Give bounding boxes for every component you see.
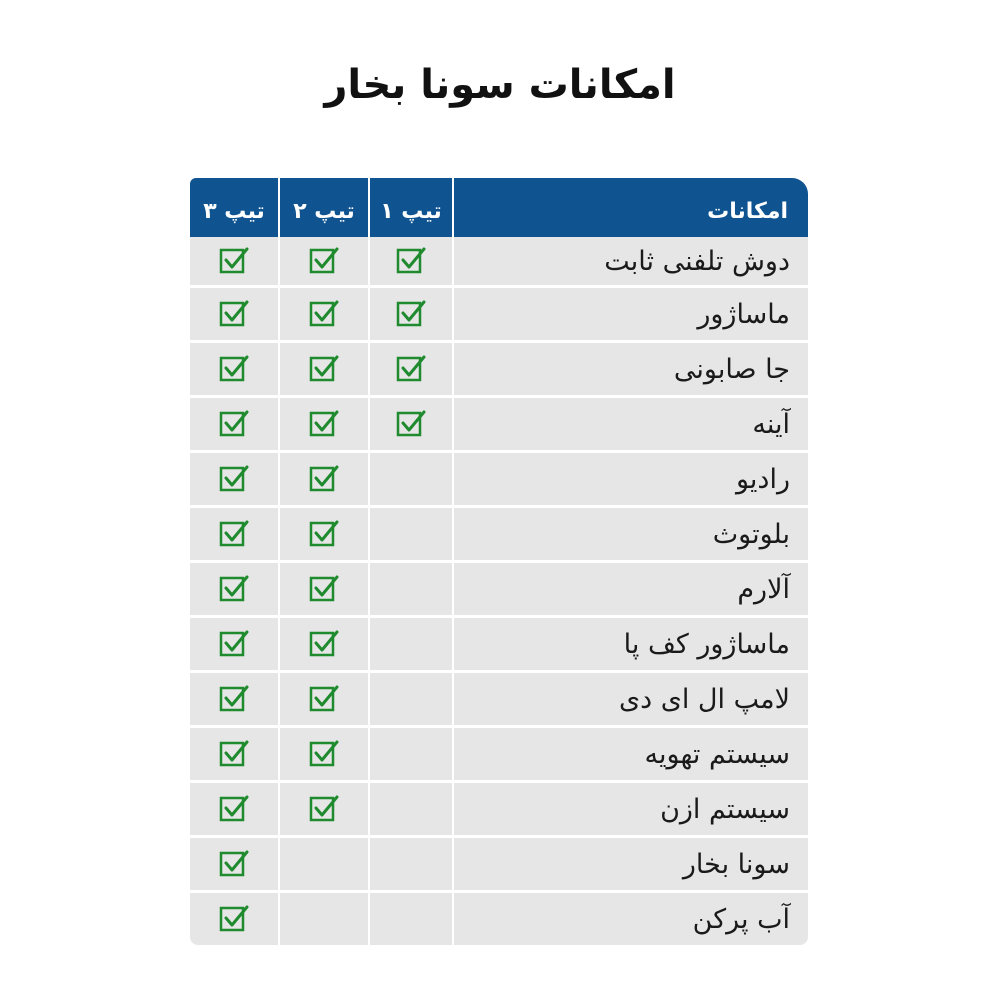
checkmark-icon — [219, 794, 249, 824]
feature-label: جا صابونی — [454, 343, 808, 395]
checkmark-icon — [219, 904, 249, 934]
checkmark-icon — [309, 739, 339, 769]
cell-type1 — [370, 508, 452, 560]
cell-type3 — [190, 288, 278, 340]
header-type2: تیپ ۲ — [280, 178, 368, 244]
cell-type3 — [190, 563, 278, 615]
cell-type2 — [280, 563, 368, 615]
checkmark-icon — [309, 354, 339, 384]
cell-type2 — [280, 398, 368, 450]
cell-type3 — [190, 783, 278, 835]
cell-type1 — [370, 563, 452, 615]
checkmark-icon — [219, 246, 249, 276]
cell-type1 — [370, 783, 452, 835]
cell-type3 — [190, 508, 278, 560]
cell-type1 — [370, 343, 452, 395]
cell-type2 — [280, 618, 368, 670]
cell-type1 — [370, 673, 452, 725]
checkmark-icon — [219, 684, 249, 714]
feature-label: آینه — [454, 398, 808, 450]
checkmark-icon — [219, 574, 249, 604]
cell-type1 — [370, 398, 452, 450]
checkmark-icon — [309, 464, 339, 494]
checkmark-icon — [219, 354, 249, 384]
cell-type3 — [190, 237, 278, 285]
checkmark-icon — [219, 299, 249, 329]
cell-type2 — [280, 783, 368, 835]
cell-type1 — [370, 453, 452, 505]
checkmark-icon — [219, 849, 249, 879]
checkmark-icon — [396, 246, 426, 276]
cell-type2 — [280, 453, 368, 505]
feature-label: دوش تلفنی ثابت — [454, 237, 808, 285]
feature-label: سونا بخار — [454, 838, 808, 890]
feature-label: سیستم تهویه — [454, 728, 808, 780]
checkmark-icon — [396, 299, 426, 329]
cell-type2 — [280, 288, 368, 340]
cell-type1 — [370, 893, 452, 945]
header-type3: تیپ ۳ — [190, 178, 278, 244]
checkmark-icon — [219, 739, 249, 769]
feature-label: ماساژور — [454, 288, 808, 340]
cell-type3 — [190, 343, 278, 395]
features-table — [190, 178, 808, 945]
feature-label: بلوتوث — [454, 508, 808, 560]
checkmark-icon — [309, 629, 339, 659]
page-title: امکانات سونا بخار — [324, 62, 676, 108]
cell-type2 — [280, 838, 368, 890]
cell-type2 — [280, 508, 368, 560]
checkmark-icon — [219, 409, 249, 439]
cell-type3 — [190, 728, 278, 780]
cell-type1 — [370, 838, 452, 890]
header-type1: تیپ ۱ — [370, 178, 452, 244]
cell-type3 — [190, 893, 278, 945]
feature-label: آلارم — [454, 563, 808, 615]
checkmark-icon — [396, 354, 426, 384]
feature-label: ماساژور کف پا — [454, 618, 808, 670]
cell-type3 — [190, 838, 278, 890]
cell-type3 — [190, 453, 278, 505]
cell-type1 — [370, 618, 452, 670]
feature-label: آب پرکن — [454, 893, 808, 945]
checkmark-icon — [309, 794, 339, 824]
checkmark-icon — [309, 519, 339, 549]
header-feature: امکانات — [454, 178, 808, 244]
checkmark-icon — [309, 409, 339, 439]
checkmark-icon — [219, 629, 249, 659]
cell-type3 — [190, 618, 278, 670]
feature-label: لامپ ال ای دی — [454, 673, 808, 725]
checkmark-icon — [309, 246, 339, 276]
checkmark-icon — [219, 519, 249, 549]
checkmark-icon — [309, 299, 339, 329]
cell-type1 — [370, 288, 452, 340]
feature-label: رادیو — [454, 453, 808, 505]
cell-type2 — [280, 237, 368, 285]
cell-type2 — [280, 343, 368, 395]
cell-type3 — [190, 398, 278, 450]
cell-type3 — [190, 673, 278, 725]
checkmark-icon — [309, 684, 339, 714]
cell-type1 — [370, 237, 452, 285]
cell-type2 — [280, 893, 368, 945]
checkmark-icon — [219, 464, 249, 494]
checkmark-icon — [396, 409, 426, 439]
cell-type2 — [280, 673, 368, 725]
cell-type1 — [370, 728, 452, 780]
cell-type2 — [280, 728, 368, 780]
feature-label: سیستم ازن — [454, 783, 808, 835]
checkmark-icon — [309, 574, 339, 604]
